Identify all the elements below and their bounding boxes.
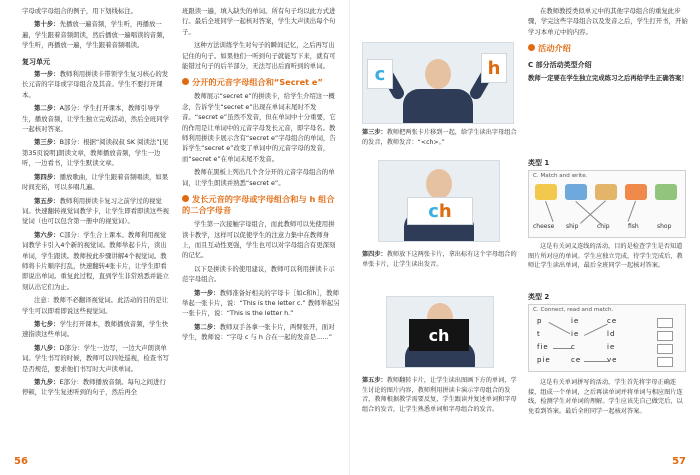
word-fish: fish [628, 223, 639, 230]
word-chip: chip [597, 223, 610, 230]
review-step-3: 第三步：B部分：根据“阅读叔叔 SK 阅读法”[见第35页说明]朗读文章，教师播放音频，学生一边听，一边看书，让学生默读文章。 [22, 138, 169, 168]
paragraph: 教师在黑板上列出几个含分开的元音字母组合的单词，让学生朗读并熟悉“secret e”。 [182, 168, 335, 187]
fragment: ie [607, 343, 616, 351]
exercise-instruction: C. Match and write. [533, 173, 588, 179]
card-step-1: 第一步：教师准备好相关的字母卡［如c和h］，教师举起一张卡片，说：“This is the letter c.” 教师举起另一张卡片，说：“This is the letter h.” [182, 288, 340, 318]
fragment: ce [607, 317, 618, 325]
answer-box [657, 344, 673, 354]
left-col-1 [22, 6, 172, 401]
right-col-2 [528, 6, 688, 86]
fragment: ie [571, 317, 580, 325]
fragment: fie [537, 343, 549, 351]
fragment: ld [607, 330, 616, 338]
left-col-2 [182, 6, 340, 346]
letter-card-h: h [481, 53, 507, 83]
review-step-7: 第七步：学生打开课本，教师播放音频，学生快速指读这些单词。 [22, 319, 169, 339]
joined-card-ch: c h [407, 197, 473, 225]
caption-step-4: 第四步：教师放下这两张卡片，拿出标有这个字母组合的单张卡片，让学生读出发音。 [362, 251, 517, 268]
word-shop: shop [657, 223, 672, 230]
page-number-left: 56 [14, 456, 28, 467]
picture-cheese [535, 184, 557, 200]
review-step-2: 第二步：A部分：学生打开课本，教师引导学生，播放音频，让学生独立完成活动，然后全班同学一起核对答案。 [22, 104, 169, 134]
teacher-note: 教师一定要在学生独立完成练习之后再给学生正确答案！ [528, 73, 688, 82]
letter-card-c: c [367, 59, 393, 89]
caption-step-5: 第五步：教师翻转卡片，让学生读出图画下方的单词，学生讨论的图片内容，教师利用拼读卡演示字母组合的发音，教师根据教学需要反复，学生跟读并复述单词和字母组合的发音，让学生熟悉单词和字母组合的发音。 [362, 377, 517, 413]
review-step-9: 第九步：E部分：教师播放音频。每句之间进行停顿，让学生复述听到的句子，然后再全 [22, 378, 166, 397]
fragment: t [537, 330, 541, 338]
section-heading-secret-e: 分开的元音字母组合和“Secret e” [182, 77, 340, 88]
bullet-icon [182, 78, 189, 85]
word-ship: ship [566, 223, 579, 230]
review-step-1: 第一步：教师利用拼读卡带领学生复习核心的发长元音的字母或字母组合及其音。学生不要打开课本。 [22, 70, 169, 99]
word-cheese: cheese [533, 223, 555, 230]
caption-step-3: 第三步：教师把两张卡片移到一起，给学生读出字母组合的发音，教师发音：“<ch>。” [362, 129, 517, 146]
teacher-photo-cards-apart [362, 42, 514, 124]
picture-chip [595, 184, 617, 200]
type-2-label: 类型 2 [528, 293, 550, 301]
exercise-instruction: C. Connect, read and match. [533, 307, 614, 313]
answer-box [657, 357, 673, 367]
part-c-heading: C 部分活动类型介绍 [528, 61, 592, 70]
paragraph: 以下是拼读卡的使用建议，教师可以利用拼读卡示范字母组合。 [182, 264, 335, 284]
paragraph: 字母或字母组合的例子，用下划线标注。 [22, 7, 138, 15]
page-number-right: 57 [672, 456, 686, 467]
fragment: c [571, 343, 576, 351]
exercise-type-2 [528, 304, 686, 372]
page-gutter [349, 0, 350, 475]
fragment: ce [571, 356, 582, 364]
activity-intro-heading: 活动介绍 [528, 43, 688, 54]
card-step-2: 第二步：教师双手各拿一张卡片，两臂张开，面对学生，教师说：“字母 c 与 h 合在一起的发音是……” [182, 322, 335, 342]
picture-shop [655, 184, 677, 200]
fragment: ie [571, 330, 580, 338]
answer-box [657, 318, 673, 328]
fragment: ve [607, 356, 618, 364]
review-step-5: 第五步：教师利用拼读卡复习之前学过的视觉词。快速翻转视觉词教学卡，让学生即看即读这些视觉词（也可以包含第一册中的视觉词）。 [22, 196, 169, 226]
paragraph: 教师展示“secret e”的拼读卡，给学生介绍这一概念，告诉学生“secret e”出现在单词末尾时不发音。“secret e”虽然不发音，但在单词中十分重要，它的作用是让单词中的元音字母发长元音，即字母名。教师利用拼读卡展示含有“secret e”字母组合的单词，告诉学生“secret e”改变了单词中的元音字母的发音，而“secret e”在单词末尾不发音。 [182, 92, 336, 163]
review-unit-heading: 复习单元 [22, 57, 50, 66]
review-step-4: 第四步：播放歌曲，让学生跟着音频唱读，如果时间充裕，可以多唱几遍。 [22, 172, 169, 192]
picture-ship [565, 184, 587, 200]
paragraph: 在教师教授类似单元中的其他字母组合的重复此步骤，学完这些字母组合以及发音之后，学生打开书，开始学习本单元中的内容。 [528, 7, 688, 36]
bullet-icon [528, 44, 535, 51]
section-heading-digraphs: 发长元音的字母或字母组合和与 h 组合的二合字母音 [182, 194, 335, 216]
review-step-6: 第六步：C部分：学生合上课本。教师利用视觉词教学卡引入4个新的视觉词。教师举起卡片，读出单词，学生跟读。教师按此步骤讲解4个视觉词。教师将卡片顺序打乱，快速翻转4张卡片，让学生即看即说出单词。重复此过程，直到学生非常熟悉并能立刻认出它们为止。 [22, 230, 169, 291]
type-1-label: 类型 1 [528, 159, 550, 167]
bullet-icon [182, 195, 189, 202]
step-ten: 第十步：先播放一遍音频，学生听，再播放一遍，学生跟着音频朗读，然后播放一遍唱读的音频，学生听，再播放一遍，学生跟着音频唱读。 [22, 20, 169, 50]
teacher-photo-ch-card [386, 296, 494, 368]
type-2-description: 这是有关单词拼写的活动，学生首先将字母正确连接，组成一个单词，之后再读单词并将单词与相应图片连线，检测学生对单词的理解。学生应该先自己做完后，以免看到答案。最后全班同学一起核对答案。 [528, 379, 683, 415]
paragraph: 这种方法训练学生对句子的瞬间记忆，之后再写出记住的句子。如果他们一听到句子就能写下来，就有可能错过句子的后半部分，无法写出后面听到的单词。 [182, 41, 336, 71]
type-1-description: 这是有关词义连线的活动，目的是检查学生是否知道图片所对应的单词。学生应独立完成，待学生完成后，教师让学生读出单词，最后全班同学一起核对答案。 [528, 243, 683, 270]
review-note: 注意：教师不必翻译视觉词。此活动的目的是让学生可以即看即说这些视觉词。 [22, 296, 169, 315]
picture-fish [625, 184, 647, 200]
black-card-ch: ch [409, 319, 469, 351]
fragment: pie [537, 356, 551, 364]
review-step-8: 第八步：D部分：学生一边写，一边大声朗读单词。学生书写的时候，教师可以四处巡视，检查书写是否规范，要求他们书写时大声读单词。 [22, 343, 169, 373]
paragraph: 班跟读一遍，填入缺失的单词。所有句子均以此方式进行。最后全班同学一起核对答案，学生大声读出每个句子。 [182, 7, 336, 36]
answer-box [657, 331, 673, 341]
paragraph: 学生第一次接触字母组合，而此教师可以先使用拼读卡教学，这样可以促使学生的注意力集中在教师身上，而且互动性更强，学生也可以对字母组合有更深刻的记忆。 [182, 220, 336, 260]
teacher-photo-cards-together [378, 160, 500, 242]
fragment: p [537, 317, 543, 325]
exercise-type-1 [528, 170, 686, 238]
